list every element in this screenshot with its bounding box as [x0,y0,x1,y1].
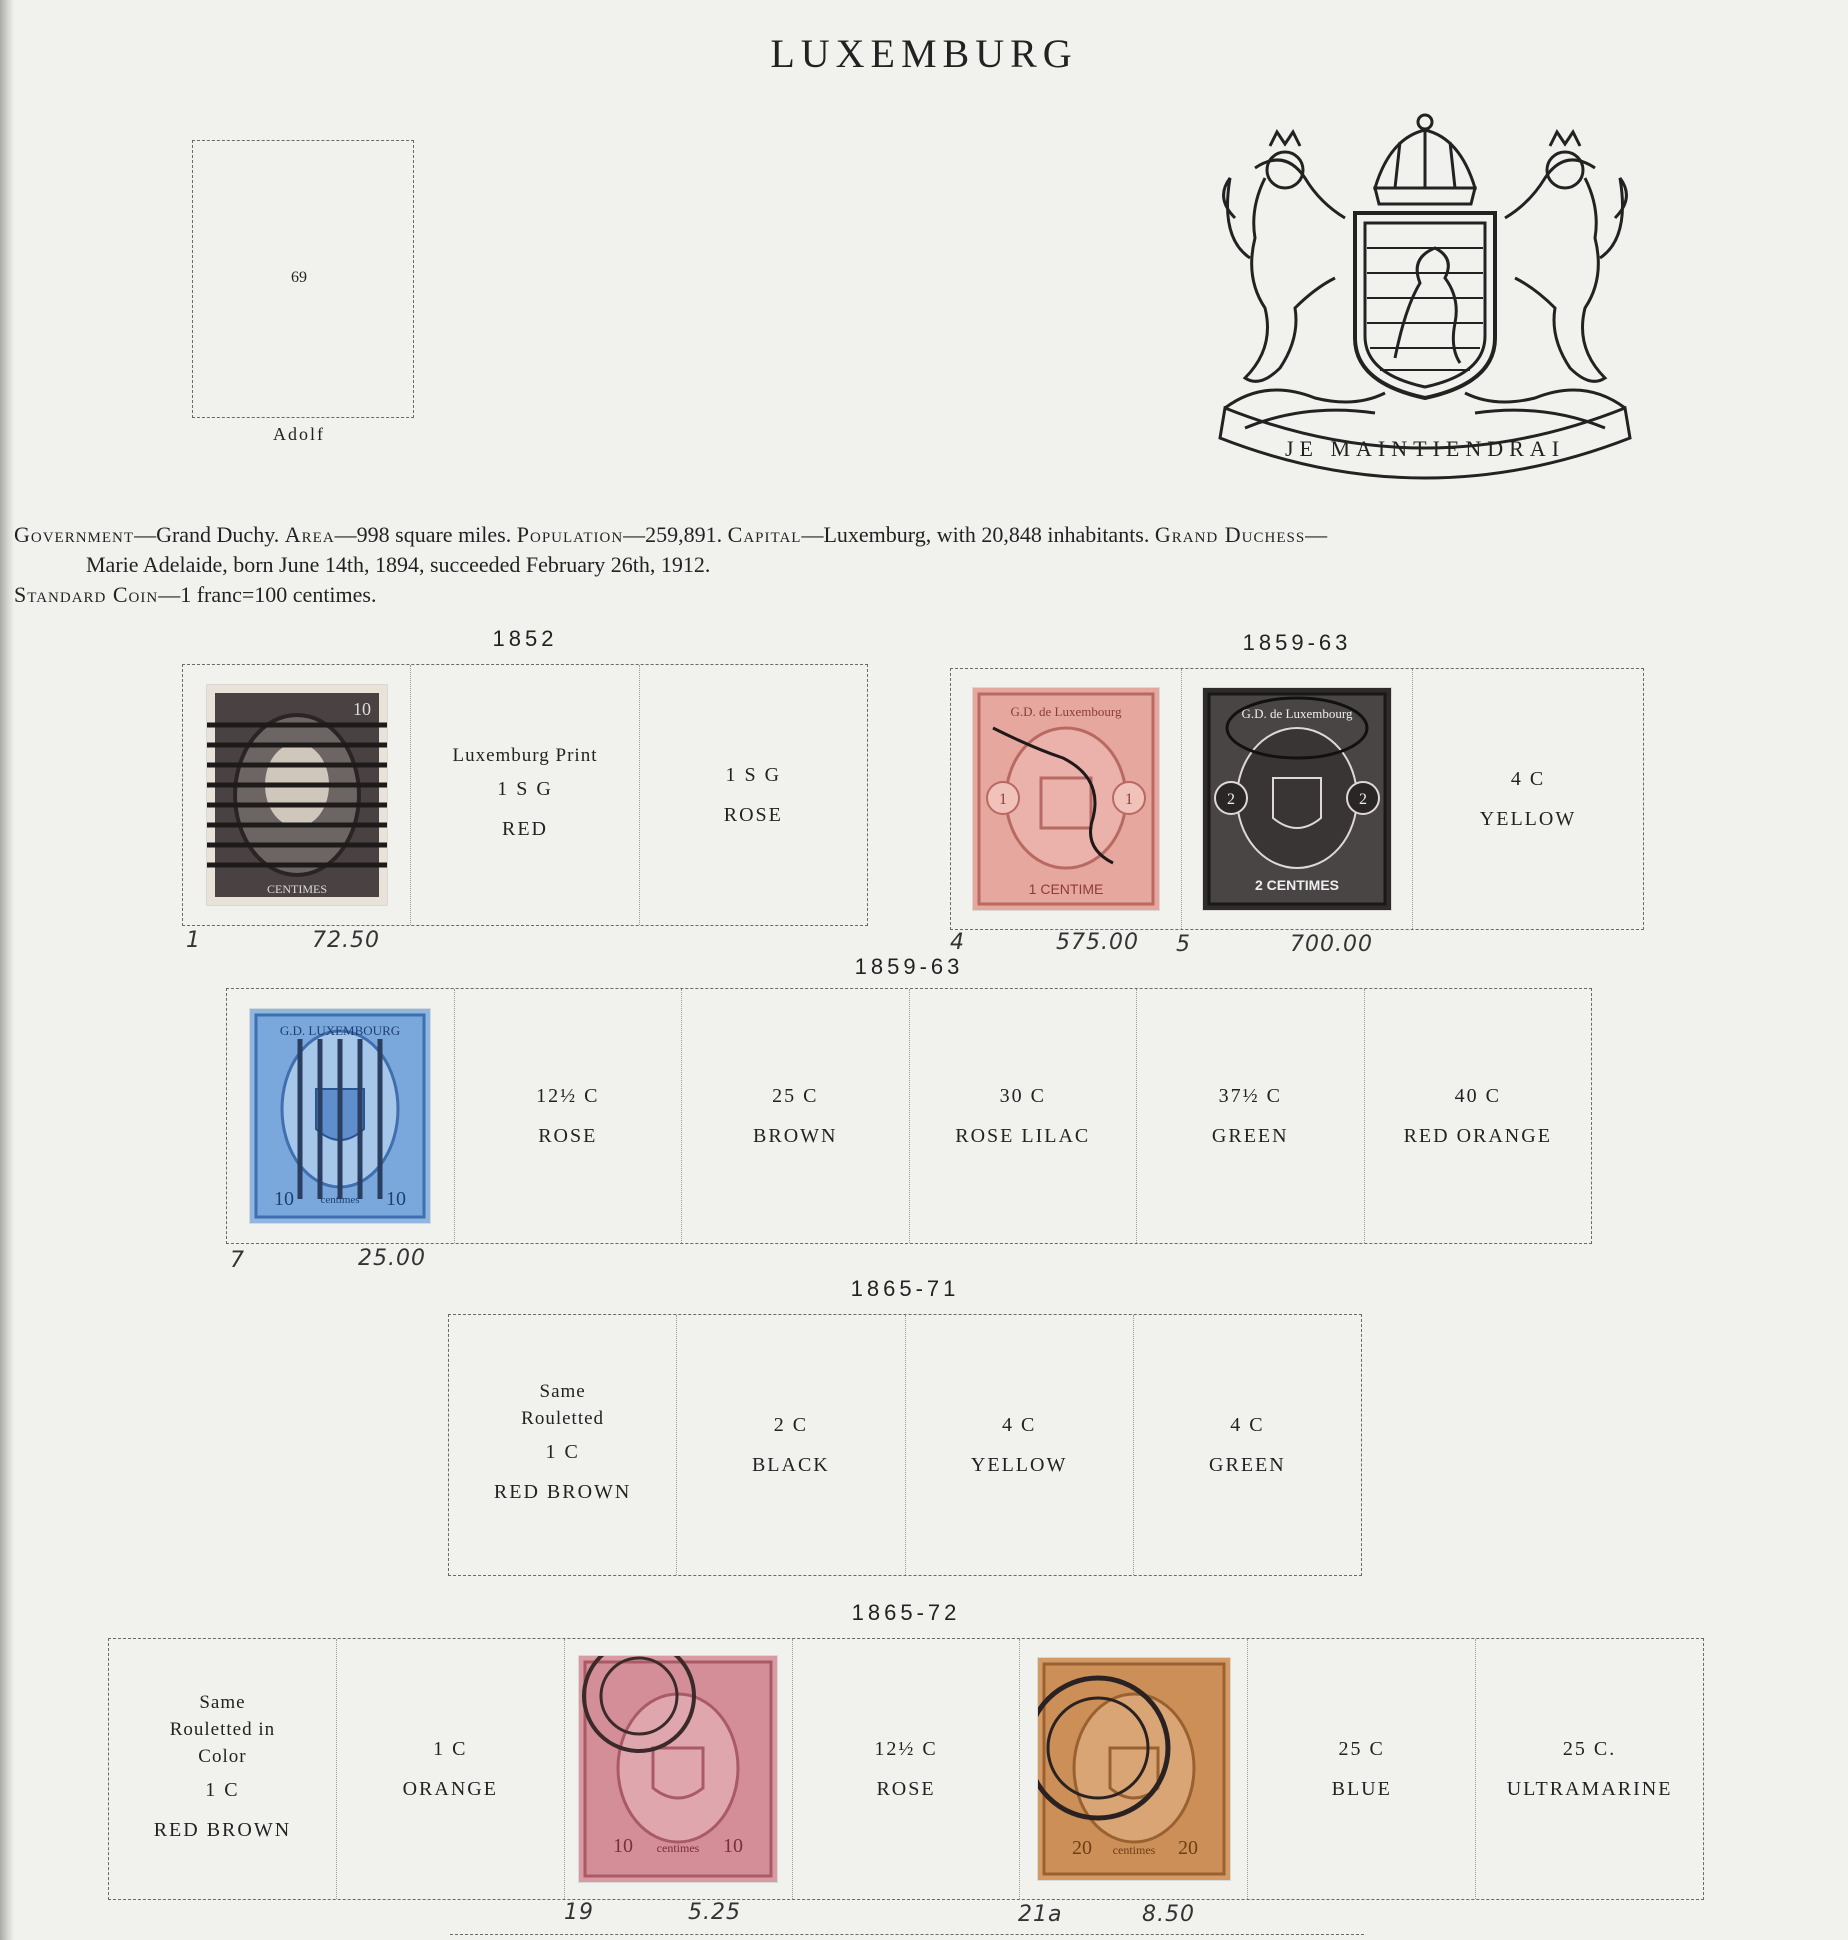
stamp-1859-1c-digit-right: 1 [1125,791,1133,808]
slot-color: RED BROWN [153,1818,292,1841]
slot-value: 1 C [205,1778,240,1801]
slot-note: Same [539,1381,586,1402]
catalog-price: 700.00 [1290,932,1373,957]
stamp-1859-1c-digit: 1 [999,791,1007,808]
slot-value: 1 C [433,1738,468,1760]
stamp-1859-1c[interactable] [973,688,1159,910]
slot-note: Color [198,1745,247,1767]
stamp-1852-10c[interactable] [207,685,387,905]
info-label-area: Area [284,522,335,547]
info-line-3: Standard Coin—1 franc=100 centimes. [14,582,377,607]
slot-color: BROWN [753,1125,838,1147]
page-title: LUXEMBURG [770,31,1078,76]
slot-value: 12½ C [536,1085,600,1107]
info-line-2: Marie Adelaide, born June 14th, 1894, succeeded February 26th, 1912. [86,552,711,577]
year-heading-1865-72: 1865-72 [851,1600,961,1625]
stamp-slot-1859b-1 [227,989,454,1243]
catalog-price: 25.00 [358,1246,426,1271]
album-spine-shadow [0,0,14,1940]
stamp-1852-denomination: CENTIMES [266,882,327,896]
slot-value: 37½ C [1218,1085,1282,1107]
info-label-grand-duchess: Grand Duchess [1154,522,1306,547]
stamp-row-1852 [182,664,868,926]
stamp-1859-1c-label: 1 CENTIME [1028,881,1104,897]
stamp-slot-1859b-6 [1364,989,1592,1243]
stamp-1865-10c-label: centimes [656,1841,700,1855]
catalog-price: 8.50 [1142,1902,1195,1927]
stamp-1852-value: 10 [352,699,371,719]
stamp-slot-1852-2 [410,665,638,925]
slot-color: ORANGE [402,1778,498,1800]
slot-value: 1 C [545,1441,580,1463]
info-label-standard-coin: Standard Coin [14,582,159,607]
catalog-number: 1 [186,928,201,953]
stamp-slot-1865b-7 [1475,1639,1703,1899]
coat-of-arms-motto: JE MAINTIENDRAI [1284,436,1566,461]
stamp-slot-1852-1 [183,665,410,925]
stamp-slot-1865-3 [905,1315,1133,1575]
stamp-1865-20c[interactable] [1038,1658,1230,1880]
stamp-1859-2c-digit-right: 2 [1359,791,1367,808]
slot-value: 1 S G [497,777,553,800]
slot-value: 4 C [1230,1414,1265,1436]
slot-value: 25 C [1338,1738,1385,1760]
stamp-1859-10c-digit: 10 [274,1188,295,1210]
slot-value: 25 C [772,1085,819,1107]
slot-color: GREEN [1209,1454,1286,1476]
stamp-1865-20c-digit-right: 20 [1177,1837,1198,1859]
stamp-slot-1865-1 [449,1315,676,1575]
next-row-edge [450,1934,1364,1935]
slot-note: Rouletted in [169,1718,276,1740]
catalog-number: 19 [564,1900,594,1925]
stamp-slot-1859b-5 [1136,989,1364,1243]
slot-color: BLACK [751,1454,830,1476]
slot-value: 1 S G [725,764,782,786]
stamp-slot-1859a-2 [1181,669,1412,929]
stamp-1865-10c[interactable] [579,1656,777,1882]
stamp-slot-1859a-1 [951,669,1181,929]
slot-note: Rouletted [521,1408,605,1429]
slot-value: 12½ C [874,1738,938,1760]
catalog-price: 72.50 [312,928,380,953]
stamp-1865-20c-label: centimes [1112,1843,1156,1857]
slot-color: YELLOW [970,1454,1068,1476]
catalog-price: 575.00 [1056,930,1139,955]
stamp-slot-1859a-3 [1412,669,1643,929]
slot-value: 30 C [999,1085,1046,1107]
stamp-slot-1865-4 [1133,1315,1361,1575]
stamp-slot-1859b-2 [454,989,682,1243]
slot-note: Same [199,1691,246,1713]
info-label-population: Population [516,522,624,547]
stamp-slot-1865b-6 [1247,1639,1475,1899]
slot-color: ROSE LILAC [955,1125,1091,1147]
stamp-1865-10c-digit-right: 10 [723,1835,744,1857]
slot-color: RED [501,817,548,840]
slot-value: 4 C [1510,768,1546,790]
catalog-price: 5.25 [688,1900,741,1925]
info-label-government: Government [14,522,135,547]
catalog-number: 7 [230,1248,245,1273]
stamp-1859-2c-digit: 2 [1227,791,1235,808]
stamp-slot-1852-3 [639,665,867,925]
slot-color: RED BROWN [493,1481,632,1503]
stamp-slot-1859b-4 [909,989,1137,1243]
stamp-row-1865-72 [108,1638,1704,1900]
stamp-slot-1865b-1 [109,1639,336,1899]
stamp-1859-2c-label: 2 CENTIMES [1254,877,1340,893]
stamp-slot-1865b-3 [564,1639,792,1899]
slot-note: Luxemburg Print [452,744,598,766]
stamp-1859-10c-label: centimes [320,1194,360,1206]
stamp-row-1859-63-a [950,668,1644,930]
slot-value: 2 C [773,1414,809,1436]
year-heading-1859-63-a: 1859-63 [1242,630,1352,655]
stamp-slot-1859b-3 [681,989,909,1243]
stamp-slot-1865-2 [676,1315,904,1575]
stamp-1865-20c-digit: 20 [1071,1837,1092,1859]
year-heading-1859-63-b: 1859-63 [854,954,964,979]
info-label-capital: Capital [727,522,802,547]
catalog-number: 4 [950,930,965,955]
stamp-1859-10c-header: G.D. LUXEMBOURG [280,1023,401,1038]
stamp-1859-1c-header: G.D. de Luxembourg [1010,704,1122,719]
slot-color: ULTRAMARINE [1506,1778,1673,1800]
slot-value: 4 C [1001,1414,1037,1436]
stamp-1859-2c-header: G.D. de Luxembourg [1241,706,1353,721]
year-heading-1865-71: 1865-71 [850,1276,960,1301]
slot-value: 25 C. [1562,1738,1617,1760]
stamp-1859-10c-digit-right: 10 [386,1188,407,1210]
portrait-space [192,140,414,418]
stamp-row-1865-71 [448,1314,1362,1576]
country-info [14,520,1834,610]
slot-color: ROSE [876,1778,936,1800]
catalog-number: 5 [1176,932,1191,957]
coat-of-arms-icon [1205,108,1645,488]
portrait-caption: Adolf [273,424,325,444]
portrait-number: 69 [291,269,307,286]
slot-color: BLUE [1331,1778,1392,1800]
slot-color: YELLOW [1479,808,1577,830]
stamp-1859-2c[interactable] [1203,688,1391,910]
stamp-slot-1865b-2 [336,1639,564,1899]
slot-color: GREEN [1211,1125,1289,1147]
slot-color: RED ORANGE [1403,1125,1552,1147]
slot-value: 40 C [1454,1085,1501,1107]
stamp-row-1859-63-b [226,988,1592,1244]
year-heading-1852: 1852 [492,626,558,651]
stamp-1865-10c-digit: 10 [613,1835,634,1857]
slot-color: ROSE [723,804,783,826]
catalog-number: 21a [1018,1902,1063,1927]
slot-color: ROSE [538,1125,598,1147]
info-line-1: Government—Grand Duchy. Area—998 square miles. Population—259,891. Capital—Luxemburg, with 20,848 inhabitants. Grand Duchess— [14,522,1328,547]
stamp-slot-1865b-5 [1019,1639,1247,1899]
stamp-1859-10c-blue[interactable] [250,1009,430,1223]
stamp-slot-1865b-4 [792,1639,1020,1899]
